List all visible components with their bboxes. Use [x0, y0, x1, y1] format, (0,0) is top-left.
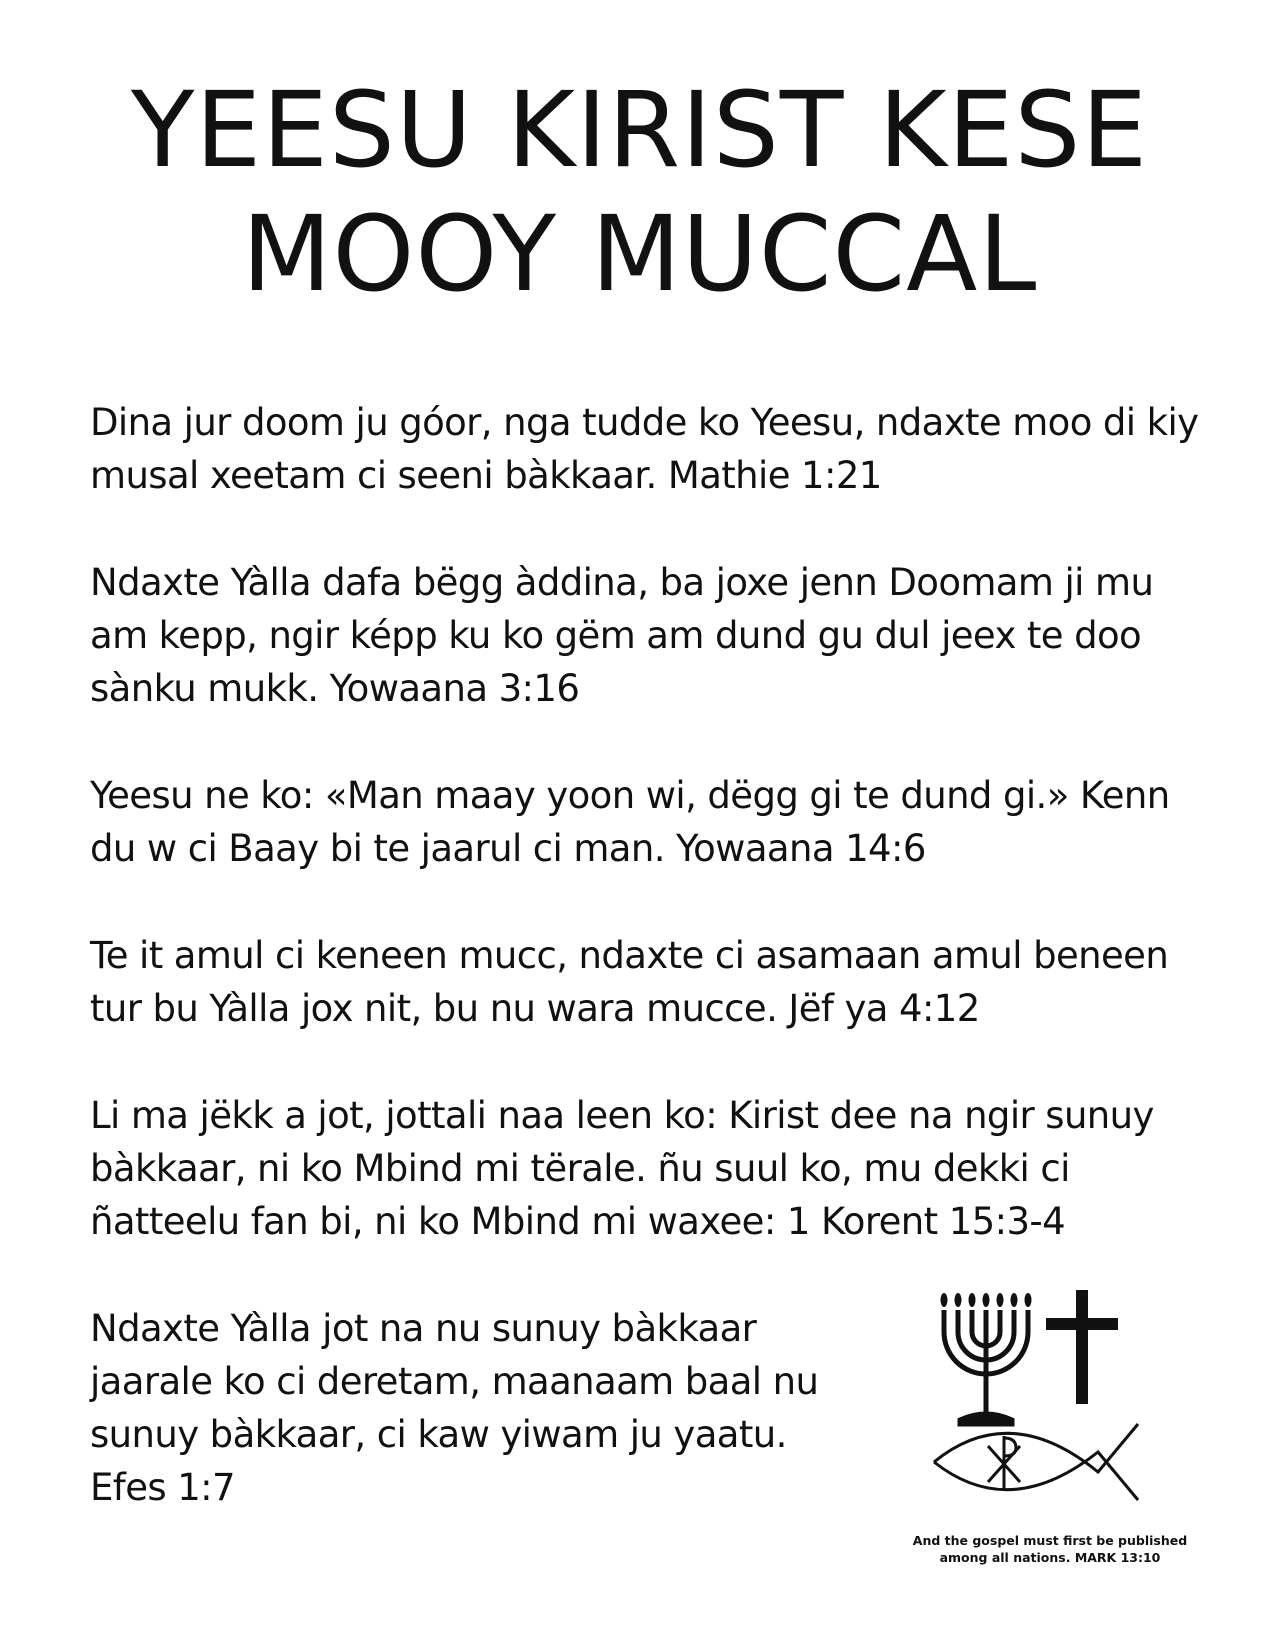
title-line-1: YEESU KIRIST KESE: [130, 69, 1149, 191]
caption-line-1: And the gospel must first be published: [912, 1533, 1188, 1548]
religious-symbols: [930, 1290, 1170, 1520]
verse-4: Te it amul ci keneen mucc, ndaxte ci asamaan amul beneen tur bu Yàlla jox nit, bu nu wara mucce. Jëf ya 4:12: [90, 934, 1169, 1030]
verse-6: Ndaxte Yàlla jot na nu sunuy bàkkaar jaarale ko ci deretam, maanaam baal nu sunuy bàkkaar, ci kaw yiwam ju yaatu. Efes 1:7: [90, 1307, 819, 1509]
footer-caption: [900, 1532, 1200, 1566]
menorah-icon: [941, 1293, 1032, 1424]
verse-2: Ndaxte Yàlla dafa bëgg àddina, ba joxe jenn Doomam ji mu am kepp, ngir képp ku ko gëm am dund gu dul jeex te doo sànku mukk. Yowaana 3:16: [90, 561, 1154, 710]
caption-line-2: among all nations. MARK 13:10: [939, 1550, 1161, 1565]
page-title: [0, 68, 1279, 316]
verse-5: Li ma jëkk a jot, jottali naa leen ko: Kirist dee na ngir sunuy bàkkaar, ni ko Mbind mi tërale. ñu suul ko, mu dekki ci ñatteelu fan bi, ni ko Mbind mi waxee: 1 Korent 15:3-4: [90, 1094, 1154, 1243]
verse-1: Dina jur doom ju góor, nga tudde ko Yeesu, ndaxte moo di kiy musal xeetam ci seeni bàkkaar. Mathie 1:21: [90, 401, 1199, 497]
verse-3: Yeesu ne ko: «Man maay yoon wi, dëgg gi te dund gi.» Kenn du w ci Baay bi te jaarul ci man. Yowaana 14:6: [90, 774, 1170, 870]
ichthys-chi-rho-icon: [934, 1424, 1138, 1500]
cross-icon: [1046, 1290, 1118, 1404]
title-line-2: MOOY MUCCAL: [241, 193, 1038, 315]
